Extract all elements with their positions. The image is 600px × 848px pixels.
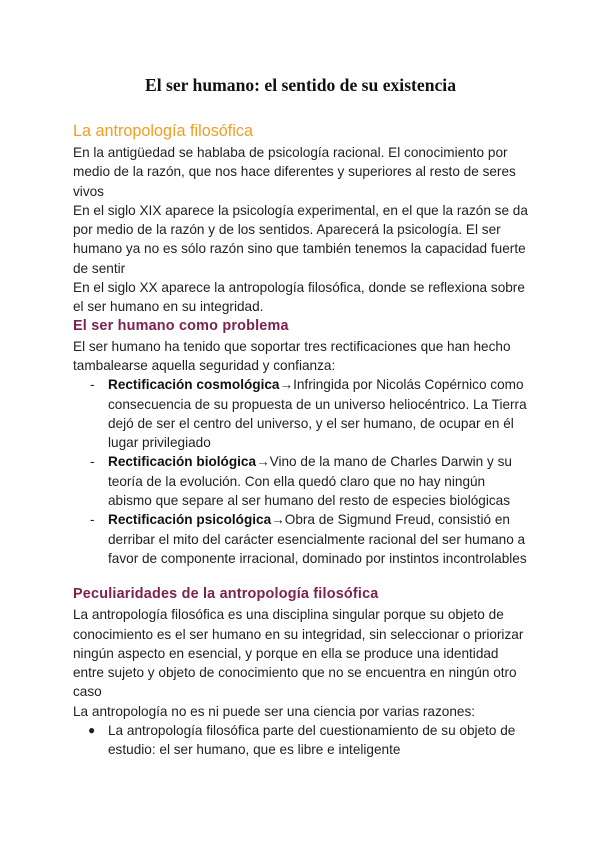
paragraph: En el siglo XX aparece la antropología filosófica, donde se reflexiona sobre el ser humano en su integridad. xyxy=(73,280,525,315)
list-marker: - xyxy=(90,377,95,393)
list-item-text: La antropología filosófica parte del cuestionamiento de su objeto de estudio: el ser humano, que es libre e inteligente xyxy=(108,723,516,758)
list-item xyxy=(73,452,528,510)
section-ser-humano-problema xyxy=(73,317,528,569)
list-marker: - xyxy=(90,454,95,470)
list-marker: - xyxy=(90,512,95,528)
section-heading: El ser humano como problema xyxy=(73,317,289,334)
list-item-text: Vino de la mano de Charles Darwin y su teoría de la evolución. Con ella quedó claro que no hay ningún abismo que separe al ser humano del resto de especies biológicas xyxy=(108,454,512,509)
document-title: El ser humano: el sentido de su existencia xyxy=(144,75,456,95)
list-item xyxy=(73,510,528,568)
list-item-term: Rectificación psicológica xyxy=(108,512,272,528)
bullet-icon: ● xyxy=(88,723,96,738)
paragraph: En el siglo XIX aparece la psicología experimental, en el que la razón se da por medio de la razón y de los sentidos. Aparecerá la psicología. El ser humano ya no es sólo razón sino que también tenemos la capacidad fuerte de sentir xyxy=(73,202,528,276)
paragraph: El ser humano ha tenido que soportar tres rectificaciones que han hecho tambalearse aquella seguridad y confianza: xyxy=(73,338,511,373)
section-heading: Peculiaridades de la antropología filosófica xyxy=(73,586,379,603)
arrow-glyph: → xyxy=(271,512,285,528)
reasons-list xyxy=(73,721,528,760)
section-peculiaridades xyxy=(73,585,528,759)
section-antropologia-filosofica xyxy=(73,121,528,317)
paragraph: La antropología no es ni puede ser una ciencia por varias razones: xyxy=(73,703,476,719)
paragraph: En la antigüedad se hablaba de psicología racional. El conocimiento por medio de la razón, que nos hace diferentes y superiores al resto de seres vivos xyxy=(73,145,516,199)
list-item xyxy=(73,375,528,452)
arrow-glyph: → xyxy=(279,377,294,393)
section-heading: La antropología filosófica xyxy=(73,122,253,140)
list-item-term: Rectificación cosmológica xyxy=(108,377,280,393)
arrow-glyph: → xyxy=(256,454,270,470)
paragraph: La antropología filosófica es una disciplina singular porque su objeto de conocimiento es el ser humano en su integridad, sin seleccionar o priorizar ningún aspecto en esencial, y porque en ella se produce una identidad entre sujeto y objeto de conocimiento que no se encuentra en ningún otro caso xyxy=(73,607,524,700)
list-item-text: Infringida por Nicolás Copérnico como consecuencia de su propuesta de un universo heliocéntrico. La Tierra dejó de ser el centro del universo, y el ser humano, de ocupar en él lugar privilegiado xyxy=(108,377,527,451)
list-item-text: Obra de Sigmund Freud, consistió en derribar el mito del carácter esencialmente racional del ser humano a favor de componente irracional, dominado por instintos incontrolables xyxy=(108,512,527,566)
rectification-list xyxy=(73,375,528,568)
list-item xyxy=(73,721,528,760)
list-item-term: Rectificación biológica xyxy=(108,454,257,470)
